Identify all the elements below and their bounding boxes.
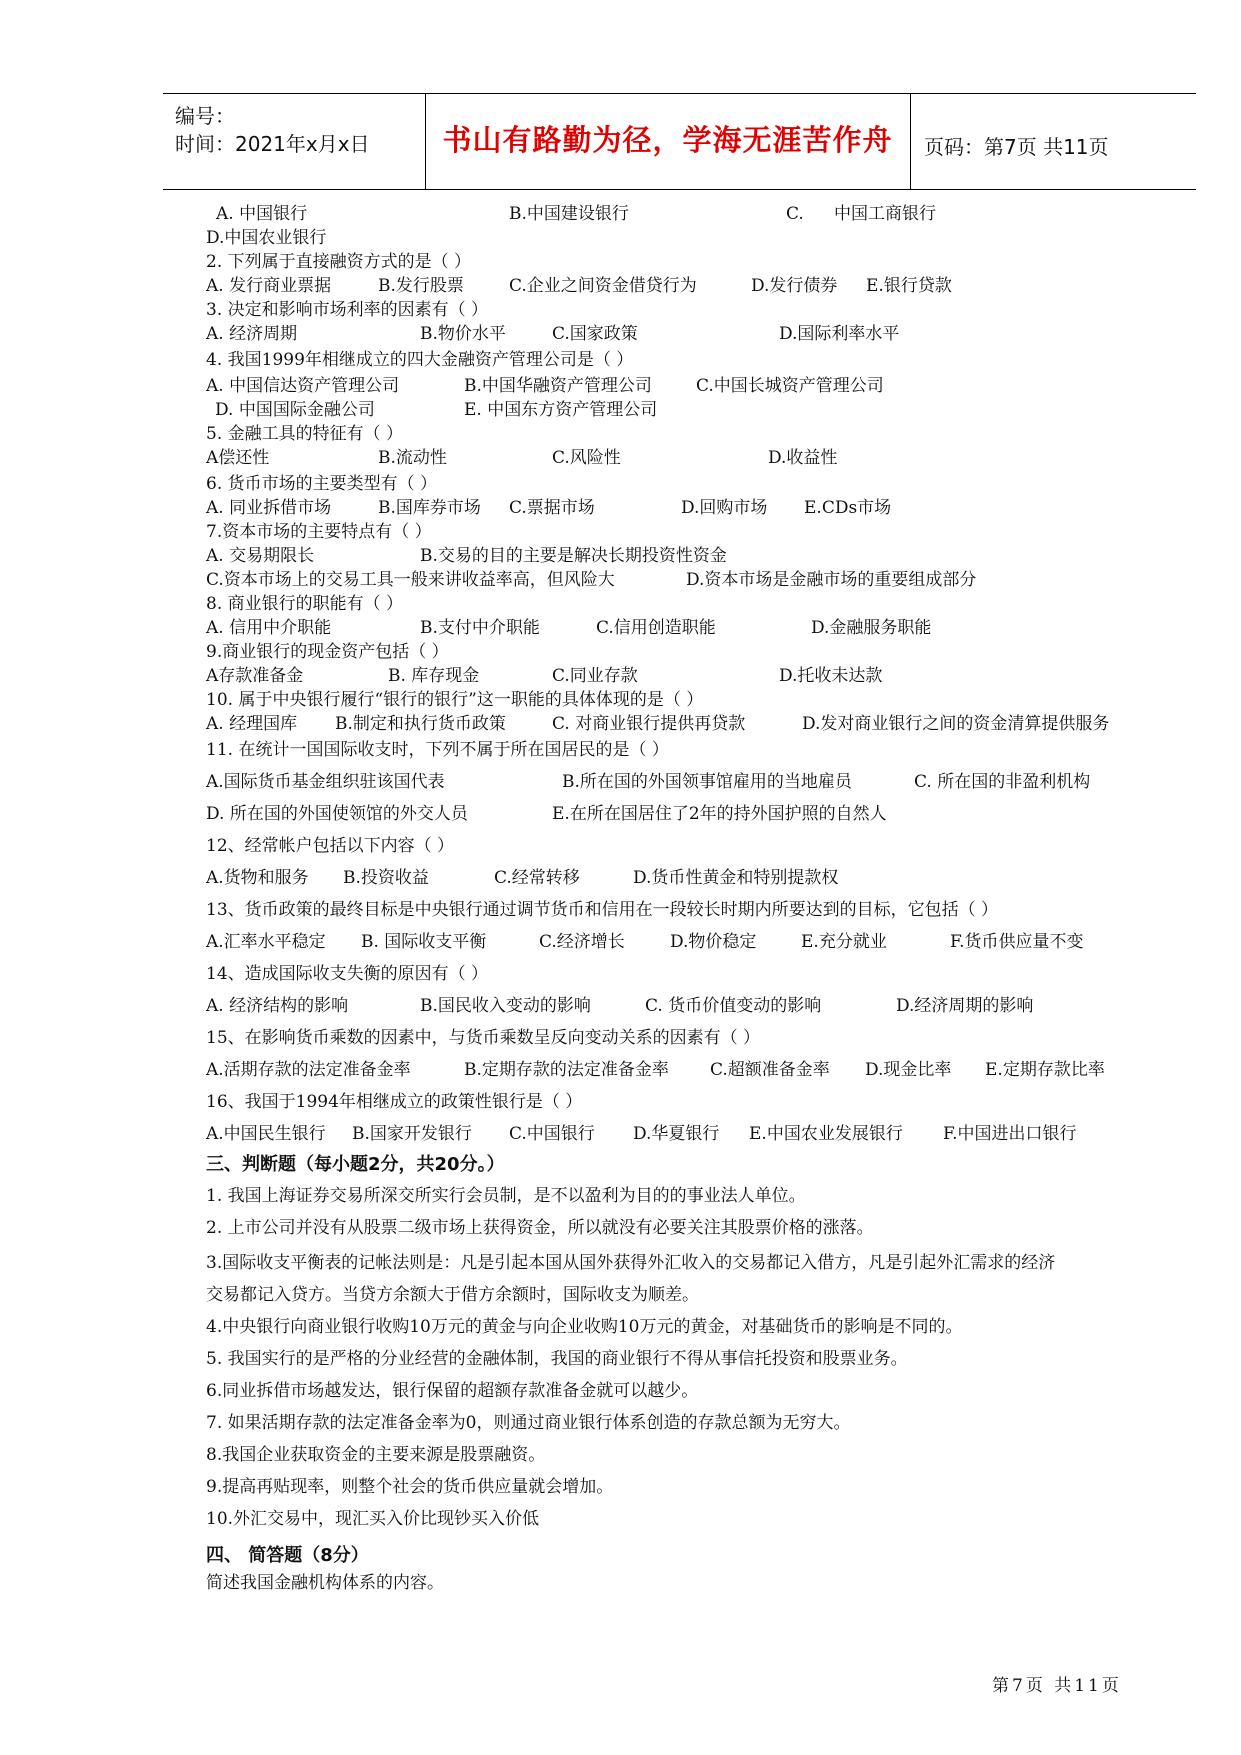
- text-segment: D.收益性: [768, 448, 838, 468]
- text-segment: A偿还性: [206, 448, 270, 468]
- text-segment: C.企业之间资金借贷行为: [509, 276, 697, 296]
- text-segment: B.流动性: [378, 448, 447, 468]
- text-segment: B.中国建设银行: [509, 204, 629, 224]
- text-segment: D.托收未达款: [779, 666, 883, 686]
- header-info-cell: [163, 94, 426, 189]
- text-segment: A. 经济结构的影响: [206, 996, 349, 1016]
- text-segment: 中国工商银行: [834, 204, 936, 224]
- text-segment: A.国际货币基金组织驻该国代表: [206, 772, 445, 792]
- text-segment: B.所在国的外国领事馆雇用的当地雇员: [562, 772, 852, 792]
- text-segment: C.风险性: [552, 448, 621, 468]
- text-segment: E.定期存款比率: [985, 1060, 1105, 1080]
- text-segment: C.国家政策: [552, 324, 638, 344]
- text-segment: 10.外汇交易中，现汇买入价比现钞买入价低: [206, 1509, 540, 1529]
- page-footer: 第7页 共11页: [992, 1676, 1122, 1696]
- text-segment: B. 库存现金: [388, 666, 480, 686]
- text-segment: 三、判断题（每小题2分，共20分。）: [206, 1154, 505, 1175]
- text-segment: B.国库券市场: [378, 498, 481, 518]
- text-segment: 9.提高再贴现率，则整个社会的货币供应量就会增加。: [206, 1477, 614, 1497]
- text-segment: C.同业存款: [552, 666, 638, 686]
- text-segment: A. 中国信达资产管理公司: [206, 376, 400, 396]
- text-segment: C.经常转移: [494, 868, 580, 888]
- text-segment: B. 国际收支平衡: [361, 932, 487, 952]
- text-segment: A. 交易期限长: [206, 546, 315, 566]
- text-segment: C.: [786, 204, 804, 224]
- text-segment: D.中国农业银行: [206, 228, 327, 248]
- text-segment: 8. 商业银行的职能有（ ）: [206, 594, 404, 614]
- text-segment: A.活期存款的法定准备金率: [206, 1060, 411, 1080]
- text-segment: 12、经常帐户包括以下内容（ ）: [206, 836, 455, 856]
- text-segment: A. 发行商业票据: [206, 276, 332, 296]
- text-segment: A.中国民生银行: [206, 1124, 326, 1144]
- text-segment: B.制定和执行货币政策: [335, 714, 506, 734]
- text-segment: D. 所在国的外国使领馆的外交人员: [206, 804, 468, 824]
- text-segment: C.票据市场: [509, 498, 595, 518]
- text-segment: C.信用创造职能: [596, 618, 716, 638]
- motto-text: 书山有路勤为径，学海无涯苦作舟: [442, 123, 893, 157]
- header-motto-cell: [425, 94, 911, 189]
- header-page-cell: [910, 94, 1196, 189]
- text-segment: 6. 货币市场的主要类型有（ ）: [206, 474, 438, 494]
- text-segment: E.中国农业发展银行: [749, 1124, 903, 1144]
- text-segment: B.交易的目的主要是解决长期投资性资金: [420, 546, 727, 566]
- text-segment: D.物价稳定: [670, 932, 757, 952]
- text-segment: C.超额准备金率: [710, 1060, 830, 1080]
- text-segment: A. 经理国库: [206, 714, 298, 734]
- text-segment: A. 经济周期: [206, 324, 298, 344]
- header-page-label: 页码：第7页 共11页: [924, 135, 1109, 159]
- text-segment: C.资本市场上的交易工具一般来讲收益率高，但风险大: [206, 570, 615, 590]
- text-segment: 10. 属于中央银行履行“银行的银行”这一职能的具体体现的是（ ）: [206, 690, 704, 710]
- text-segment: C. 对商业银行提供再贷款: [552, 714, 746, 734]
- text-segment: B.支付中介职能: [420, 618, 540, 638]
- text-segment: A. 同业拆借市场: [206, 498, 332, 518]
- text-segment: F.中国进出口银行: [943, 1124, 1077, 1144]
- text-segment: D.货币性黄金和特别提款权: [633, 868, 839, 888]
- text-segment: E. 中国东方资产管理公司: [464, 400, 658, 420]
- text-segment: D.资本市场是金融市场的重要组成部分: [686, 570, 977, 590]
- text-segment: 7.资本市场的主要特点有（ ）: [206, 522, 432, 542]
- text-segment: 6.同业拆借市场越发达，银行保留的超额存款准备金就可以越少。: [206, 1381, 699, 1401]
- text-segment: 4. 我国1999年相继成立的四大金融资产管理公司是（ ）: [206, 350, 634, 370]
- number-label: 编号：: [175, 104, 235, 128]
- text-segment: D.回购市场: [681, 498, 768, 518]
- text-segment: B.国家开发银行: [352, 1124, 472, 1144]
- text-segment: C.经济增长: [539, 932, 625, 952]
- text-segment: E.充分就业: [801, 932, 887, 952]
- text-segment: D.经济周期的影响: [896, 996, 1034, 1016]
- text-segment: B.物价水平: [420, 324, 506, 344]
- text-segment: A存款准备金: [206, 666, 304, 686]
- text-segment: B.定期存款的法定准备金率: [464, 1060, 669, 1080]
- text-segment: E.CDs市场: [804, 498, 892, 518]
- text-segment: D.现金比率: [865, 1060, 952, 1080]
- text-segment: D.国际利率水平: [779, 324, 900, 344]
- text-segment: C.中国长城资产管理公司: [696, 376, 884, 396]
- text-segment: 5. 金融工具的特征有（ ）: [206, 424, 404, 444]
- text-segment: 2. 下列属于直接融资方式的是（ ）: [206, 252, 472, 272]
- text-segment: 7. 如果活期存款的法定准备金率为0，则通过商业银行体系创造的存款总额为无穷大。: [206, 1413, 851, 1433]
- text-segment: 14、造成国际收支失衡的原因有（ ）: [206, 964, 489, 984]
- text-segment: B.发行股票: [378, 276, 464, 296]
- text-segment: F.货币供应量不变: [950, 932, 1084, 952]
- text-segment: 简述我国金融机构体系的内容。: [206, 1573, 444, 1593]
- text-segment: 1. 我国上海证券交易所深交所实行会员制，是不以盈利为目的的事业法人单位。: [206, 1186, 806, 1206]
- text-segment: C. 所在国的非盈利机构: [914, 772, 1091, 792]
- text-segment: 3.国际收支平衡表的记帐法则是：凡是引起本国从国外获得外汇收入的交易都记入借方，凡是引起外汇需求的经济: [206, 1253, 1056, 1273]
- text-segment: B.投资收益: [343, 868, 429, 888]
- text-segment: 4.中央银行向商业银行收购10万元的黄金与向企业收购10万元的黄金，对基础货币的影响是不同的。: [206, 1317, 963, 1337]
- text-segment: 9.商业银行的现金资产包括（ ）: [206, 642, 449, 662]
- text-segment: C. 货币价值变动的影响: [645, 996, 822, 1016]
- text-segment: C.中国银行: [509, 1124, 595, 1144]
- time-label: 时间：2021年x月x日: [175, 132, 370, 156]
- text-segment: 交易都记入贷方。当贷方余额大于借方余额时，国际收支为顺差。: [206, 1285, 699, 1305]
- page-header: [163, 93, 1196, 190]
- text-segment: D.华夏银行: [633, 1124, 720, 1144]
- text-segment: A. 中国银行: [216, 204, 308, 224]
- text-segment: D. 中国国际金融公司: [215, 400, 375, 420]
- text-segment: 8.我国企业获取资金的主要来源是股票融资。: [206, 1445, 546, 1465]
- text-segment: 2. 上市公司并没有从股票二级市场上获得资金，所以就没有必要关注其股票价格的涨落。: [206, 1218, 874, 1238]
- text-segment: A.货物和服务: [206, 868, 309, 888]
- text-segment: 11. 在统计一国国际收支时，下列不属于所在国居民的是（ ）: [206, 740, 669, 760]
- text-segment: 3. 决定和影响市场利率的因素有（ ）: [206, 300, 489, 320]
- text-segment: 四、 简答题（8分）: [206, 1545, 369, 1566]
- text-segment: A. 信用中介职能: [206, 618, 332, 638]
- text-segment: E.银行贷款: [866, 276, 952, 296]
- text-segment: D.发对商业银行之间的资金清算提供服务: [802, 714, 1110, 734]
- text-segment: B.国民收入变动的影响: [420, 996, 591, 1016]
- text-segment: 13、货币政策的最终目标是中央银行通过调节货币和信用在一段较长时期内所要达到的目标，它包括（ ）: [206, 900, 999, 920]
- text-segment: B.中国华融资产管理公司: [464, 376, 652, 396]
- text-segment: 16、我国于1994年相继成立的政策性银行是（ ）: [206, 1092, 583, 1112]
- text-segment: A.汇率水平稳定: [206, 932, 326, 952]
- text-segment: 15、在影响货币乘数的因素中，与货币乘数呈反向变动关系的因素有（ ）: [206, 1028, 761, 1048]
- text-segment: 5. 我国实行的是严格的分业经营的金融体制，我国的商业银行不得从事信托投资和股票业务。: [206, 1349, 908, 1369]
- text-segment: E.在所在国居住了2年的持外国护照的自然人: [552, 804, 887, 824]
- text-segment: D.发行债券: [751, 276, 838, 296]
- text-segment: D.金融服务职能: [811, 618, 932, 638]
